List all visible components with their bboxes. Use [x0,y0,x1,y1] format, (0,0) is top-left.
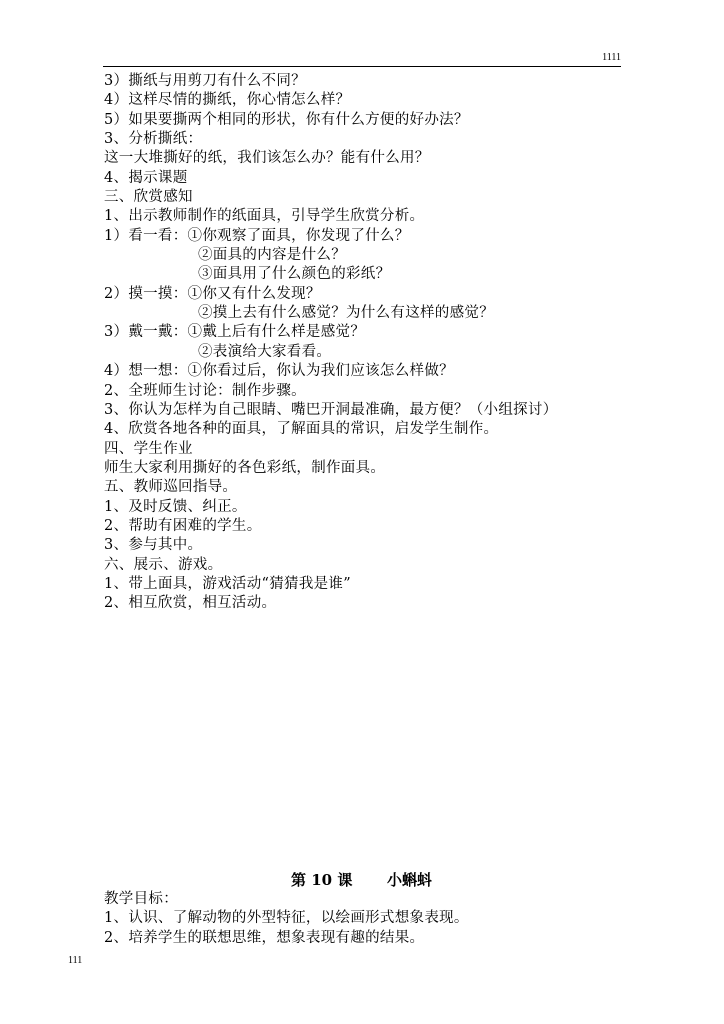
text-line: 3）戴一戴：①戴上后有什么样是感觉？ [104,324,366,341]
text-line: 3）撕纸与用剪刀有什么不同？ [104,73,306,89]
body-text [104,72,644,614]
text-line: 4、揭示课题 [104,169,188,186]
text-line: 2、培养学生的联想思维，想象表现有趣的结果。 [104,929,425,946]
lesson-body [104,890,644,948]
text-line: 1、认识、了解动物的外型特征，以绘画形式想象表现。 [104,910,469,927]
text-line: 2、帮助有困难的学生。 [104,517,262,534]
text-line: 三、欣赏感知 [104,189,193,206]
text-line: 五、教师巡回指导。 [104,479,238,496]
text-line: 四、学生作业 [104,440,193,457]
text-line: 2）摸一摸：①你又有什么发现？ [104,285,321,302]
footer-page-code: 111 [68,955,83,966]
text-line: 1）看一看：①你观察了面具，你发现了什么？ [104,227,410,244]
text-line: 4、欣赏各地各种的面具，了解面具的常识，启发学生制作。 [104,421,499,438]
text-line: 1、带上面具，游戏活动“猜猜我是谁” [104,575,351,592]
lesson-number: 第 10 课 [291,871,353,889]
text-line: 师生大家利用撕好的各色彩纸，制作面具。 [104,459,386,476]
text-line: 5）如果要撕两个相同的形状，你有什么方便的好办法？ [104,111,469,128]
text-line: 1、及时反馈、纠正。 [104,498,247,515]
text-line: 3、分析撕纸： [104,131,203,148]
text-line: 4）想一想：①你看过后，你认为我们应该怎么样做？ [104,363,454,380]
header-rule [103,66,621,67]
text-line: 教学目标： [104,891,178,907]
text-line: 4）这样尽情的撕纸，你心情怎么样？ [104,92,351,109]
text-line: 2、相互欣赏，相互活动。 [104,595,277,612]
text-line: 六、展示、游戏。 [104,556,223,573]
text-line: ②面具的内容是什么？ [198,247,346,264]
text-line: 2、全班师生讨论：制作步骤。 [104,382,306,399]
text-line: ②摸上去有什么感觉？为什么有这样的感觉？ [198,305,494,322]
lesson-title: 小蝌蚪 [387,871,433,889]
text-line: 这一大堆撕好的纸，我们该怎么办？能有什么用？ [104,150,430,167]
text-line: 1、出示教师制作的纸面具，引导学生欣赏分析。 [104,208,425,225]
text-line: 3、你认为怎样为自己眼睛、嘴巴开洞最准确，最方便？（小组探讨） [104,401,558,418]
header-page-code: 1111 [602,52,621,63]
text-line: ②表演给大家看看。 [198,343,332,360]
text-line: 3、参与其中。 [104,537,203,554]
text-line: ③面具用了什么颜色的彩纸？ [198,266,391,283]
